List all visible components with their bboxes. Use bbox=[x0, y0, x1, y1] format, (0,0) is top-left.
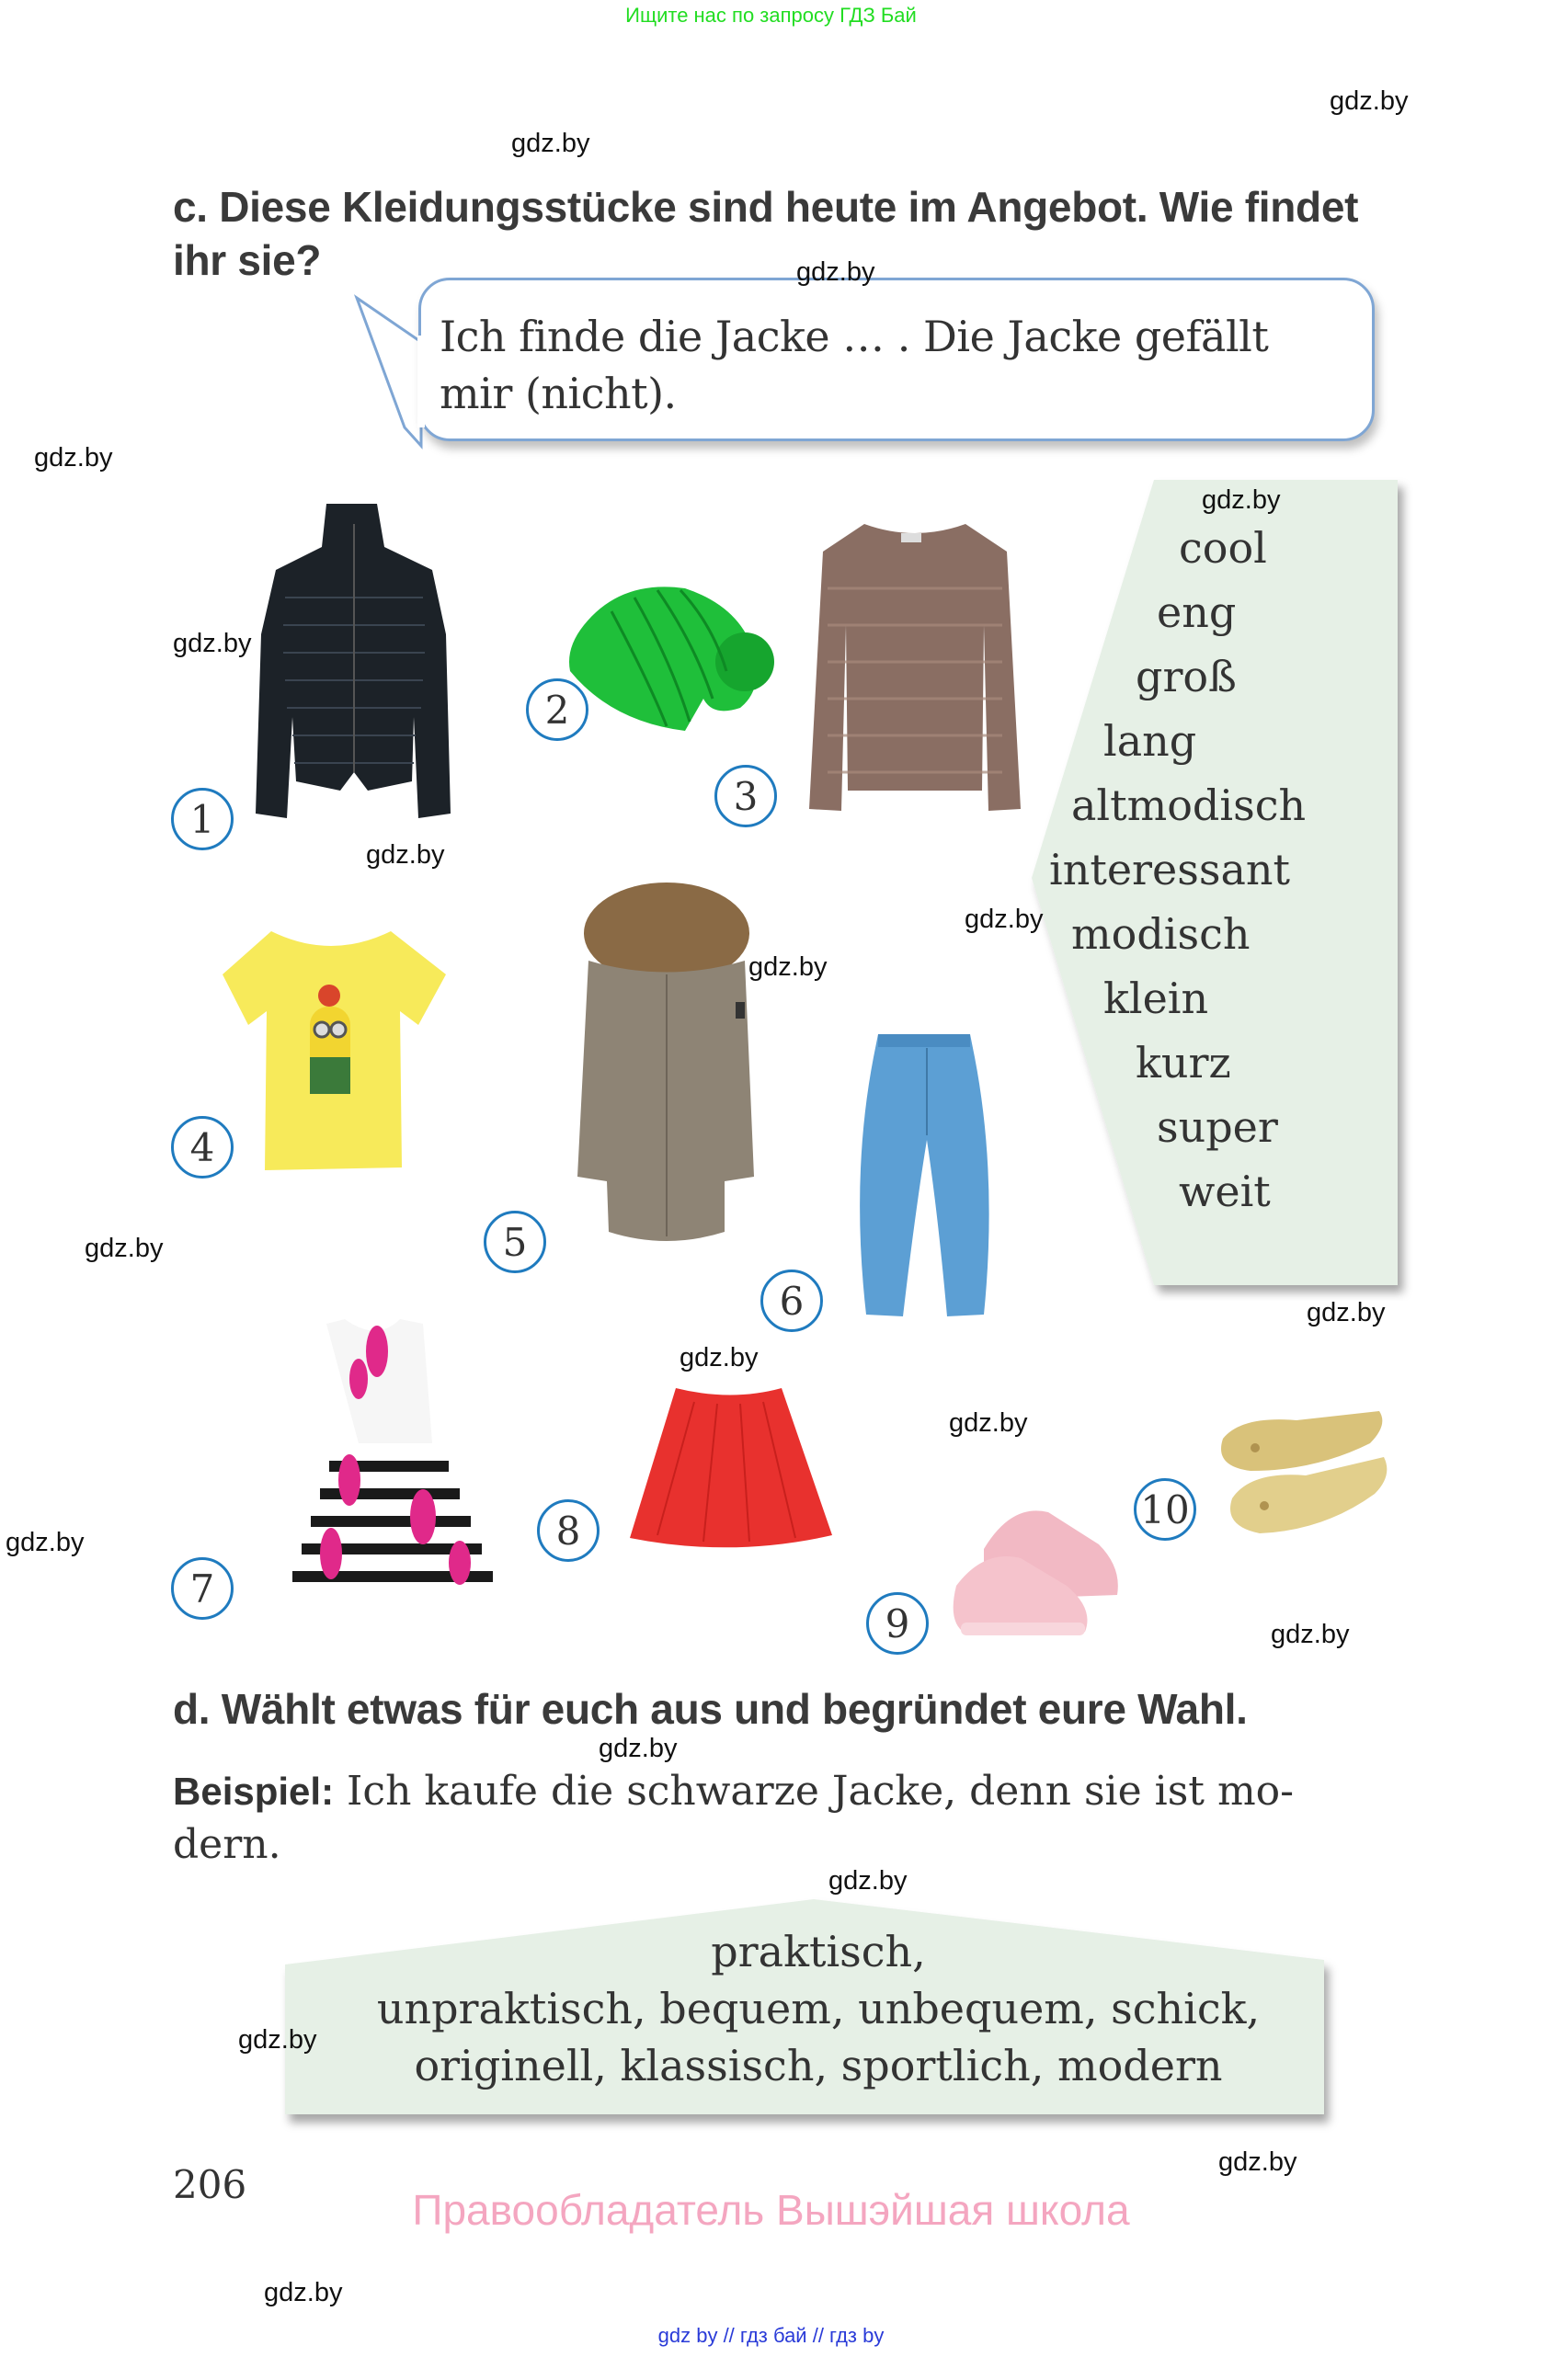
adjective-super: super bbox=[1157, 1102, 1278, 1152]
item-number-badge-5: 5 bbox=[484, 1211, 546, 1273]
item-number-badge-6: 6 bbox=[760, 1270, 823, 1332]
section-d-heading: d. Wählt etwas für euch aus und begründet eure Wahl. bbox=[173, 1685, 1248, 1733]
watermark-text: gdz.by bbox=[238, 2025, 317, 2055]
item-number-badge-10: 10 bbox=[1134, 1478, 1196, 1541]
adjective-klein: klein bbox=[1103, 974, 1209, 1023]
red-skirt-image[interactable] bbox=[630, 1384, 832, 1554]
copyright-notice: Правообладатель Вышэйшая школа bbox=[412, 2186, 1130, 2234]
watermark-text: gdz.by bbox=[1271, 1620, 1350, 1649]
watermark-text: gdz.by bbox=[796, 257, 875, 287]
top-banner[interactable]: Ищите нас по запросу ГДЗ Бай bbox=[625, 4, 917, 27]
adjective-lang: lang bbox=[1103, 716, 1197, 766]
watermark-text: gdz.by bbox=[1218, 2147, 1297, 2177]
watermark-text: gdz.by bbox=[1330, 86, 1409, 116]
watermark-text: gdz.by bbox=[1202, 485, 1281, 515]
bubble-tail-joint bbox=[417, 336, 427, 427]
adjective-cool: cool bbox=[1179, 523, 1267, 573]
gold-ballet-flats-image[interactable] bbox=[1205, 1406, 1388, 1544]
example-line2: dern. bbox=[173, 1821, 281, 1868]
parka-image[interactable] bbox=[561, 883, 763, 1250]
green-hat-image[interactable] bbox=[556, 570, 786, 735]
watermark-text: gdz.by bbox=[173, 629, 252, 658]
watermark-text: gdz.by bbox=[965, 905, 1044, 934]
item-number-badge-1: 1 bbox=[171, 788, 234, 850]
jeans-image[interactable] bbox=[846, 1030, 1002, 1324]
example-sentence bbox=[173, 1765, 1396, 1872]
speech-bubble-text bbox=[440, 308, 1368, 422]
black-jacket-image[interactable] bbox=[248, 496, 460, 827]
item-number-badge-9: 9 bbox=[866, 1592, 929, 1655]
page-number: 206 bbox=[173, 2162, 247, 2207]
watermark-text: gdz.by bbox=[511, 129, 590, 158]
adjective-gross: groß bbox=[1136, 652, 1237, 701]
adjective-interessant: interessant bbox=[1049, 845, 1291, 894]
item-number-badge-2: 2 bbox=[526, 678, 588, 741]
watermark-text: gdz.by bbox=[264, 2278, 343, 2307]
watermark-text: gdz.by bbox=[680, 1343, 759, 1372]
watermark-text: gdz.by bbox=[949, 1408, 1028, 1438]
watermark-text: gdz.by bbox=[599, 1734, 678, 1763]
adjectives-line3: originell, klassisch, sportlich, modern bbox=[414, 2041, 1223, 2090]
speech-bubble-line1: Ich finde die Jacke … . Die Jacke gefällt bbox=[440, 312, 1269, 361]
item-number-badge-3: 3 bbox=[714, 765, 777, 827]
yellow-tshirt-image[interactable] bbox=[221, 924, 451, 1172]
watermark-text: gdz.by bbox=[748, 952, 828, 982]
adjective-weit: weit bbox=[1179, 1167, 1271, 1216]
adjectives-line2: unpraktisch, bequem, unbequem, schick, bbox=[376, 1984, 1261, 2033]
adjective-altmodisch: altmodisch bbox=[1071, 780, 1307, 830]
footer-links[interactable]: gdz by // гдз бай // гдз by bbox=[657, 2324, 885, 2347]
section-c-heading-line1: c. Diese Kleidungsstücke sind heute im Angebot. Wie findet bbox=[173, 183, 1359, 231]
watermark-text: gdz.by bbox=[34, 443, 113, 473]
item-number-badge-4: 4 bbox=[171, 1116, 234, 1179]
watermark-text: gdz.by bbox=[366, 840, 445, 870]
watermark-text: gdz.by bbox=[828, 1866, 908, 1896]
watermark-text: gdz.by bbox=[1307, 1298, 1386, 1327]
section-c-heading-line2: ihr sie? bbox=[173, 236, 322, 284]
adjective-eng: eng bbox=[1157, 587, 1237, 637]
watermark-text: gdz.by bbox=[85, 1234, 164, 1263]
adjective-kurz: kurz bbox=[1136, 1038, 1231, 1088]
pink-sneakers-image[interactable] bbox=[947, 1494, 1131, 1641]
example-label: Beispiel: bbox=[173, 1770, 335, 1813]
dress-image[interactable] bbox=[276, 1315, 515, 1609]
example-text-1: Ich kaufe die schwarze Jacke, denn sie ist mo- bbox=[334, 1768, 1295, 1815]
example-line1 bbox=[173, 1765, 1396, 1818]
item-number-badge-8: 8 bbox=[537, 1499, 600, 1562]
adjectives-line1: praktisch, bbox=[711, 1927, 926, 1976]
watermark-text: gdz.by bbox=[6, 1528, 85, 1557]
sweater-image[interactable] bbox=[800, 515, 1030, 818]
item-number-badge-7: 7 bbox=[171, 1557, 234, 1620]
adjective-modisch: modisch bbox=[1071, 909, 1251, 959]
speech-bubble-line2: mir (nicht). bbox=[440, 369, 677, 418]
